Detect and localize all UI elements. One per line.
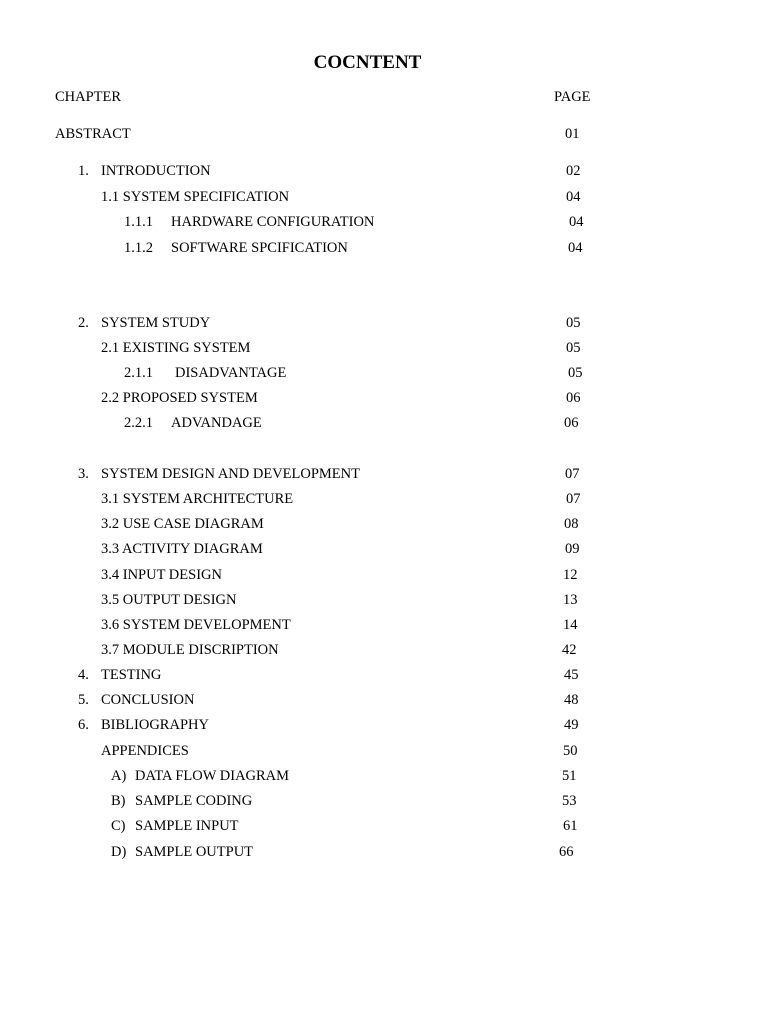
toc-entry [0,415,768,435]
toc-entry [0,642,768,662]
toc-entry [0,541,768,561]
toc-entry-title: CONCLUSION [101,692,195,708]
toc-entry-page: 66 [559,844,574,860]
toc-entry-page: 06 [566,390,581,406]
chapter-column-header: CHAPTER [55,89,122,105]
toc-entry-title: 3.3 ACTIVITY DIAGRAM [101,541,263,557]
toc-entry-number: 2.2.1 [124,415,153,431]
toc-entry-title: SYSTEM DESIGN AND DEVELOPMENT [101,466,360,482]
toc-entry-title: ABSTRACT [55,126,131,142]
toc-entry-page: 04 [568,240,583,256]
toc-entry-title: SAMPLE OUTPUT [135,844,254,860]
toc-entry-number: 4. [78,667,89,683]
toc-entry-page: 45 [564,667,579,683]
toc-entry [0,793,768,813]
toc-entry-title: HARDWARE CONFIGURATION [171,214,375,230]
toc-entry-page: 05 [568,365,583,381]
toc-entry-title: 2.1 EXISTING SYSTEM [101,340,251,356]
toc-entry [0,365,768,385]
toc-entry-title: SYSTEM STUDY [101,315,211,331]
toc-entry [0,667,768,687]
toc-entry-page: 06 [564,415,579,431]
toc-entry-page: 51 [562,768,577,784]
toc-entry-page: 08 [564,516,579,532]
toc-entry [0,126,768,146]
toc-entry [0,163,768,183]
toc-entry-number: 1.1.1 [124,214,153,230]
toc-entry-title: 3.6 SYSTEM DEVELOPMENT [101,617,291,633]
toc-entry-page: 61 [563,818,578,834]
toc-entry-title: BIBLIOGRAPHY [101,717,209,733]
toc-entry-page: 07 [566,491,581,507]
toc-entry-page: 05 [566,315,581,331]
toc-entry [0,491,768,511]
toc-entry-number: 5. [78,692,89,708]
toc-entry-title: 3.5 OUTPUT DESIGN [101,592,237,608]
toc-entry [0,340,768,360]
toc-entry-number: D) [111,844,127,860]
toc-entry [0,466,768,486]
toc-entry [0,240,768,260]
toc-entry [0,214,768,234]
toc-entry-page: 48 [564,692,579,708]
toc-entry [0,717,768,737]
toc-entry-title: DISADVANTAGE [175,365,287,381]
toc-entry-page: 04 [569,214,584,230]
toc-entry-title: TESTING [101,667,162,683]
toc-entry-page: 07 [565,466,580,482]
toc-entry-page: 09 [565,541,580,557]
toc-entry-number: A) [111,768,127,784]
toc-entry-page: 49 [564,717,579,733]
toc-entry-title: SOFTWARE SPCIFICATION [171,240,348,256]
toc-entry [0,592,768,612]
toc-entry-number: 2.1.1 [124,365,153,381]
toc-entry [0,315,768,335]
toc-entry [0,768,768,788]
toc-entry-page: 02 [566,163,581,179]
toc-entry [0,189,768,209]
toc-entry [0,692,768,712]
toc-entry-title: ADVANDAGE [171,415,262,431]
toc-entry-title: 3.2 USE CASE DIAGRAM [101,516,264,532]
toc-entry-number: 1.1.2 [124,240,153,256]
toc-entry [0,567,768,587]
toc-entry-number: 1. [78,163,89,179]
toc-entry-title: 3.1 SYSTEM ARCHITECTURE [101,491,294,507]
toc-entry-title: SAMPLE INPUT [135,818,239,834]
toc-entry-page: 13 [563,592,578,608]
toc-entry [0,516,768,536]
toc-entry-page: 05 [566,340,581,356]
toc-entry-page: 42 [562,642,577,658]
toc-entry-number: 3. [78,466,89,482]
toc-entry [0,844,768,864]
toc-entry-number: 6. [78,717,89,733]
toc-entry-title: 1.1 SYSTEM SPECIFICATION [101,189,290,205]
toc-entry-page: 01 [565,126,580,142]
toc-entry-title: SAMPLE CODING [135,793,253,809]
page-title: COCNTENT [313,52,422,73]
toc-entry-page: 14 [563,617,578,633]
toc-entry-number: C) [111,818,126,834]
toc-entry-page: 12 [563,567,578,583]
toc-entry-title: INTRODUCTION [101,163,211,179]
toc-entry-title: DATA FLOW DIAGRAM [135,768,290,784]
toc-entry-title: 3.4 INPUT DESIGN [101,567,222,583]
toc-entry [0,617,768,637]
toc-entry-page: 04 [566,189,581,205]
toc-entry [0,743,768,763]
toc-entry-number: 2. [78,315,89,331]
toc-entry-title: 2.2 PROPOSED SYSTEM [101,390,258,406]
toc-entry-title: 3.7 MODULE DISCRIPTION [101,642,279,658]
toc-entry-page: 50 [563,743,578,759]
toc-entry [0,390,768,410]
page-column-header: PAGE [554,89,591,105]
toc-entry-page: 53 [562,793,577,809]
toc-entry-number: B) [111,793,126,809]
toc-entry [0,818,768,838]
toc-entry-title: APPENDICES [101,743,189,759]
